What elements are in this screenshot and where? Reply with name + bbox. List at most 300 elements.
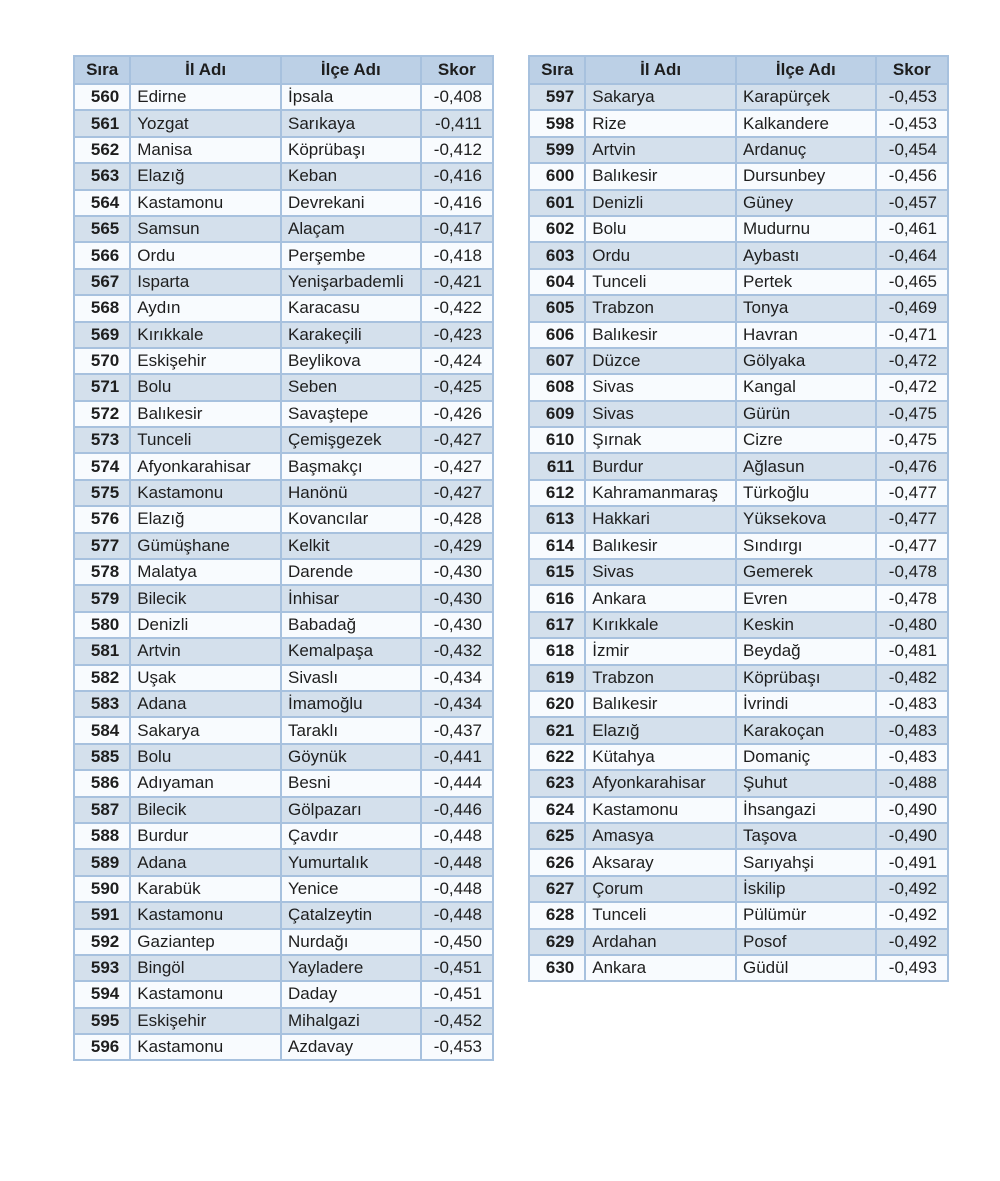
cell-il: Çorum xyxy=(585,876,736,902)
cell-sira: 567 xyxy=(74,269,130,295)
table-row xyxy=(529,216,948,242)
cell-ilce: Dursunbey xyxy=(736,163,876,189)
table-row xyxy=(74,190,493,216)
cell-il: Ordu xyxy=(585,242,736,268)
cell-sira: 615 xyxy=(529,559,585,585)
table-body xyxy=(74,84,493,1060)
table-row xyxy=(74,533,493,559)
cell-il: Sivas xyxy=(585,374,736,400)
cell-il: Sakarya xyxy=(130,717,281,743)
cell-sira: 570 xyxy=(74,348,130,374)
cell-skor: -0,453 xyxy=(876,84,948,110)
cell-skor: -0,482 xyxy=(876,665,948,691)
cell-ilce: Yumurtalık xyxy=(281,849,421,875)
cell-sira: 569 xyxy=(74,322,130,348)
cell-sira: 629 xyxy=(529,929,585,955)
cell-skor: -0,475 xyxy=(876,401,948,427)
cell-il: Aksaray xyxy=(585,849,736,875)
cell-ilce: Domaniç xyxy=(736,744,876,770)
cell-skor: -0,453 xyxy=(421,1034,493,1060)
cell-ilce: Gölpazarı xyxy=(281,797,421,823)
cell-ilce: Beylikova xyxy=(281,348,421,374)
cell-skor: -0,491 xyxy=(876,849,948,875)
cell-ilce: Posof xyxy=(736,929,876,955)
table-row xyxy=(529,638,948,664)
cell-ilce: Alaçam xyxy=(281,216,421,242)
table-row xyxy=(74,216,493,242)
cell-ilce: Mihalgazi xyxy=(281,1008,421,1034)
cell-ilce: Kalkandere xyxy=(736,110,876,136)
table-row xyxy=(74,427,493,453)
cell-skor: -0,421 xyxy=(421,269,493,295)
cell-il: Balıkesir xyxy=(585,322,736,348)
table-row xyxy=(529,902,948,928)
table-row xyxy=(529,295,948,321)
table-row xyxy=(529,533,948,559)
cell-skor: -0,488 xyxy=(876,770,948,796)
cell-ilce: İmamoğlu xyxy=(281,691,421,717)
cell-skor: -0,493 xyxy=(876,955,948,981)
cell-sira: 587 xyxy=(74,797,130,823)
cell-skor: -0,478 xyxy=(876,585,948,611)
table-row xyxy=(74,137,493,163)
table-row xyxy=(74,717,493,743)
table-row xyxy=(529,929,948,955)
cell-sira: 617 xyxy=(529,612,585,638)
cell-skor: -0,432 xyxy=(421,638,493,664)
cell-il: Kastamonu xyxy=(130,480,281,506)
cell-sira: 602 xyxy=(529,216,585,242)
cell-il: Balıkesir xyxy=(585,533,736,559)
table-row xyxy=(74,559,493,585)
cell-sira: 620 xyxy=(529,691,585,717)
table-row xyxy=(529,242,948,268)
cell-il: Gümüşhane xyxy=(130,533,281,559)
cell-skor: -0,430 xyxy=(421,585,493,611)
table-row xyxy=(529,480,948,506)
cell-skor: -0,425 xyxy=(421,374,493,400)
cell-ilce: Aybastı xyxy=(736,242,876,268)
cell-il: Amasya xyxy=(585,823,736,849)
table-row xyxy=(74,242,493,268)
cell-ilce: Kemalpaşa xyxy=(281,638,421,664)
cell-skor: -0,446 xyxy=(421,797,493,823)
table-row xyxy=(74,269,493,295)
cell-ilce: Ağlasun xyxy=(736,453,876,479)
cell-il: Bilecik xyxy=(130,797,281,823)
cell-ilce: Sarıyahşi xyxy=(736,849,876,875)
cell-sira: 594 xyxy=(74,981,130,1007)
cell-skor: -0,430 xyxy=(421,559,493,585)
table-row xyxy=(529,559,948,585)
table-row xyxy=(529,269,948,295)
ranking-table-left xyxy=(73,55,494,1061)
cell-ilce: Babadağ xyxy=(281,612,421,638)
cell-sira: 604 xyxy=(529,269,585,295)
table-row xyxy=(74,110,493,136)
cell-il: Hakkari xyxy=(585,506,736,532)
cell-skor: -0,472 xyxy=(876,348,948,374)
table-row xyxy=(529,110,948,136)
cell-skor: -0,423 xyxy=(421,322,493,348)
cell-il: Eskişehir xyxy=(130,1008,281,1034)
cell-skor: -0,472 xyxy=(876,374,948,400)
cell-sira: 571 xyxy=(74,374,130,400)
table-row xyxy=(529,955,948,981)
table-row xyxy=(529,453,948,479)
cell-il: Tunceli xyxy=(585,269,736,295)
cell-il: Kastamonu xyxy=(585,797,736,823)
table-row xyxy=(529,374,948,400)
cell-sira: 619 xyxy=(529,665,585,691)
table-row xyxy=(74,929,493,955)
cell-skor: -0,452 xyxy=(421,1008,493,1034)
cell-skor: -0,427 xyxy=(421,427,493,453)
cell-skor: -0,477 xyxy=(876,533,948,559)
cell-il: Trabzon xyxy=(585,295,736,321)
cell-sira: 595 xyxy=(74,1008,130,1034)
cell-il: Elazığ xyxy=(585,717,736,743)
cell-il: Gaziantep xyxy=(130,929,281,955)
table-row xyxy=(529,163,948,189)
cell-il: Şırnak xyxy=(585,427,736,453)
cell-sira: 591 xyxy=(74,902,130,928)
cell-il: Balıkesir xyxy=(585,163,736,189)
cell-il: Rize xyxy=(585,110,736,136)
cell-sira: 623 xyxy=(529,770,585,796)
cell-il: Tunceli xyxy=(130,427,281,453)
table-header xyxy=(74,56,493,84)
cell-skor: -0,492 xyxy=(876,929,948,955)
cell-sira: 593 xyxy=(74,955,130,981)
cell-il: Kastamonu xyxy=(130,981,281,1007)
cell-skor: -0,451 xyxy=(421,981,493,1007)
cell-sira: 589 xyxy=(74,849,130,875)
cell-sira: 609 xyxy=(529,401,585,427)
cell-sira: 598 xyxy=(529,110,585,136)
cell-ilce: Sındırgı xyxy=(736,533,876,559)
cell-skor: -0,424 xyxy=(421,348,493,374)
cell-sira: 566 xyxy=(74,242,130,268)
table-row xyxy=(74,295,493,321)
cell-il: Edirne xyxy=(130,84,281,110)
column-header-skor: Skor xyxy=(876,56,948,84)
table-row xyxy=(529,770,948,796)
table-row xyxy=(74,84,493,110)
cell-skor: -0,416 xyxy=(421,163,493,189)
table-row xyxy=(74,322,493,348)
cell-sira: 618 xyxy=(529,638,585,664)
cell-skor: -0,448 xyxy=(421,849,493,875)
cell-sira: 586 xyxy=(74,770,130,796)
cell-il: Tunceli xyxy=(585,902,736,928)
cell-il: Burdur xyxy=(585,453,736,479)
cell-il: Düzce xyxy=(585,348,736,374)
cell-ilce: Savaştepe xyxy=(281,401,421,427)
cell-sira: 572 xyxy=(74,401,130,427)
cell-skor: -0,450 xyxy=(421,929,493,955)
cell-il: Yozgat xyxy=(130,110,281,136)
cell-il: Sivas xyxy=(585,401,736,427)
cell-ilce: İskilip xyxy=(736,876,876,902)
column-header-ilce: İlçe Adı xyxy=(281,56,421,84)
cell-skor: -0,411 xyxy=(421,110,493,136)
cell-ilce: Yüksekova xyxy=(736,506,876,532)
cell-sira: 565 xyxy=(74,216,130,242)
cell-skor: -0,429 xyxy=(421,533,493,559)
cell-il: Afyonkarahisar xyxy=(585,770,736,796)
cell-ilce: Havran xyxy=(736,322,876,348)
cell-il: Kastamonu xyxy=(130,902,281,928)
cell-sira: 607 xyxy=(529,348,585,374)
cell-ilce: Karapürçek xyxy=(736,84,876,110)
table-row xyxy=(529,665,948,691)
cell-ilce: Ardanuç xyxy=(736,137,876,163)
table-row xyxy=(529,876,948,902)
cell-il: Bingöl xyxy=(130,955,281,981)
cell-ilce: Gemerek xyxy=(736,559,876,585)
cell-sira: 580 xyxy=(74,612,130,638)
cell-skor: -0,469 xyxy=(876,295,948,321)
cell-ilce: Hanönü xyxy=(281,480,421,506)
cell-sira: 626 xyxy=(529,849,585,875)
cell-il: Elazığ xyxy=(130,506,281,532)
cell-ilce: Seben xyxy=(281,374,421,400)
cell-ilce: Perşembe xyxy=(281,242,421,268)
table-row xyxy=(74,691,493,717)
table-header xyxy=(529,56,948,84)
table-row xyxy=(529,401,948,427)
cell-ilce: Karakeçili xyxy=(281,322,421,348)
cell-il: Karabük xyxy=(130,876,281,902)
cell-skor: -0,427 xyxy=(421,480,493,506)
cell-ilce: Nurdağı xyxy=(281,929,421,955)
cell-sira: 612 xyxy=(529,480,585,506)
cell-il: Malatya xyxy=(130,559,281,585)
cell-sira: 630 xyxy=(529,955,585,981)
cell-il: İzmir xyxy=(585,638,736,664)
table-row xyxy=(529,427,948,453)
table-row xyxy=(74,453,493,479)
cell-il: Adana xyxy=(130,849,281,875)
cell-skor: -0,412 xyxy=(421,137,493,163)
cell-il: Kütahya xyxy=(585,744,736,770)
cell-ilce: Köprübaşı xyxy=(736,665,876,691)
cell-ilce: Yenice xyxy=(281,876,421,902)
column-header-ilce: İlçe Adı xyxy=(736,56,876,84)
cell-il: Ordu xyxy=(130,242,281,268)
cell-skor: -0,448 xyxy=(421,823,493,849)
cell-skor: -0,456 xyxy=(876,163,948,189)
cell-sira: 563 xyxy=(74,163,130,189)
cell-ilce: Daday xyxy=(281,981,421,1007)
cell-skor: -0,478 xyxy=(876,559,948,585)
cell-sira: 622 xyxy=(529,744,585,770)
cell-sira: 576 xyxy=(74,506,130,532)
cell-skor: -0,481 xyxy=(876,638,948,664)
cell-skor: -0,418 xyxy=(421,242,493,268)
cell-il: Denizli xyxy=(130,612,281,638)
cell-sira: 624 xyxy=(529,797,585,823)
cell-sira: 583 xyxy=(74,691,130,717)
cell-ilce: İpsala xyxy=(281,84,421,110)
cell-ilce: İhsangazi xyxy=(736,797,876,823)
table-row xyxy=(74,401,493,427)
table-row xyxy=(74,981,493,1007)
cell-il: Afyonkarahisar xyxy=(130,453,281,479)
table-row xyxy=(74,770,493,796)
table-row xyxy=(529,84,948,110)
cell-il: Kırıkkale xyxy=(130,322,281,348)
table-row xyxy=(529,506,948,532)
cell-sira: 581 xyxy=(74,638,130,664)
cell-sira: 577 xyxy=(74,533,130,559)
cell-sira: 621 xyxy=(529,717,585,743)
table-row xyxy=(529,190,948,216)
cell-skor: -0,461 xyxy=(876,216,948,242)
cell-il: Artvin xyxy=(130,638,281,664)
table-row xyxy=(74,612,493,638)
cell-sira: 608 xyxy=(529,374,585,400)
cell-sira: 564 xyxy=(74,190,130,216)
cell-ilce: Yayladere xyxy=(281,955,421,981)
ranking-table-right xyxy=(528,55,949,982)
cell-il: Samsun xyxy=(130,216,281,242)
table-row xyxy=(74,480,493,506)
cell-skor: -0,477 xyxy=(876,480,948,506)
cell-skor: -0,492 xyxy=(876,902,948,928)
cell-ilce: Mudurnu xyxy=(736,216,876,242)
cell-skor: -0,457 xyxy=(876,190,948,216)
table-row xyxy=(74,163,493,189)
cell-il: Adana xyxy=(130,691,281,717)
table-row xyxy=(74,1034,493,1060)
table-row xyxy=(74,744,493,770)
cell-ilce: Besni xyxy=(281,770,421,796)
cell-skor: -0,448 xyxy=(421,876,493,902)
cell-skor: -0,441 xyxy=(421,744,493,770)
table-row xyxy=(74,849,493,875)
cell-sira: 614 xyxy=(529,533,585,559)
table-row xyxy=(74,797,493,823)
table-row xyxy=(74,665,493,691)
cell-ilce: Çemişgezek xyxy=(281,427,421,453)
column-header-skor: Skor xyxy=(421,56,493,84)
column-header-il: İl Adı xyxy=(130,56,281,84)
cell-skor: -0,490 xyxy=(876,797,948,823)
cell-ilce: Başmakçı xyxy=(281,453,421,479)
cell-ilce: Köprübaşı xyxy=(281,137,421,163)
table-row xyxy=(529,717,948,743)
cell-sira: 601 xyxy=(529,190,585,216)
column-header-sira: Sıra xyxy=(529,56,585,84)
cell-il: Ankara xyxy=(585,585,736,611)
column-header-sira: Sıra xyxy=(74,56,130,84)
cell-il: Uşak xyxy=(130,665,281,691)
cell-il: Kahramanmaraş xyxy=(585,480,736,506)
cell-skor: -0,426 xyxy=(421,401,493,427)
cell-skor: -0,480 xyxy=(876,612,948,638)
table-row xyxy=(529,348,948,374)
cell-skor: -0,465 xyxy=(876,269,948,295)
cell-il: Bilecik xyxy=(130,585,281,611)
cell-il: Sivas xyxy=(585,559,736,585)
cell-il: Bolu xyxy=(130,744,281,770)
cell-ilce: Kangal xyxy=(736,374,876,400)
cell-ilce: Cizre xyxy=(736,427,876,453)
cell-il: Balıkesir xyxy=(585,691,736,717)
cell-il: Sakarya xyxy=(585,84,736,110)
cell-sira: 584 xyxy=(74,717,130,743)
cell-sira: 625 xyxy=(529,823,585,849)
cell-il: Burdur xyxy=(130,823,281,849)
cell-skor: -0,483 xyxy=(876,744,948,770)
cell-skor: -0,408 xyxy=(421,84,493,110)
cell-skor: -0,475 xyxy=(876,427,948,453)
cell-sira: 627 xyxy=(529,876,585,902)
table-row xyxy=(74,876,493,902)
cell-sira: 562 xyxy=(74,137,130,163)
cell-sira: 592 xyxy=(74,929,130,955)
cell-sira: 585 xyxy=(74,744,130,770)
cell-skor: -0,448 xyxy=(421,902,493,928)
cell-ilce: Sarıkaya xyxy=(281,110,421,136)
cell-sira: 603 xyxy=(529,242,585,268)
cell-sira: 596 xyxy=(74,1034,130,1060)
cell-skor: -0,417 xyxy=(421,216,493,242)
cell-ilce: Azdavay xyxy=(281,1034,421,1060)
cell-sira: 573 xyxy=(74,427,130,453)
cell-ilce: Gürün xyxy=(736,401,876,427)
cell-il: Ardahan xyxy=(585,929,736,955)
cell-ilce: Türkoğlu xyxy=(736,480,876,506)
table-row xyxy=(529,691,948,717)
cell-sira: 590 xyxy=(74,876,130,902)
cell-ilce: Darende xyxy=(281,559,421,585)
cell-ilce: Güdül xyxy=(736,955,876,981)
cell-sira: 610 xyxy=(529,427,585,453)
cell-sira: 588 xyxy=(74,823,130,849)
cell-sira: 599 xyxy=(529,137,585,163)
cell-ilce: Gölyaka xyxy=(736,348,876,374)
cell-sira: 575 xyxy=(74,480,130,506)
cell-ilce: Pertek xyxy=(736,269,876,295)
cell-ilce: Tonya xyxy=(736,295,876,321)
cell-skor: -0,437 xyxy=(421,717,493,743)
cell-skor: -0,451 xyxy=(421,955,493,981)
table-row xyxy=(74,823,493,849)
cell-skor: -0,434 xyxy=(421,691,493,717)
cell-ilce: Yenişarbademli xyxy=(281,269,421,295)
cell-sira: 561 xyxy=(74,110,130,136)
cell-ilce: Karakoçan xyxy=(736,717,876,743)
cell-skor: -0,453 xyxy=(876,110,948,136)
cell-skor: -0,444 xyxy=(421,770,493,796)
cell-skor: -0,464 xyxy=(876,242,948,268)
cell-skor: -0,434 xyxy=(421,665,493,691)
cell-ilce: Pülümür xyxy=(736,902,876,928)
cell-sira: 605 xyxy=(529,295,585,321)
table-row xyxy=(529,612,948,638)
cell-skor: -0,476 xyxy=(876,453,948,479)
cell-il: Trabzon xyxy=(585,665,736,691)
table-row xyxy=(74,1008,493,1034)
cell-skor: -0,430 xyxy=(421,612,493,638)
cell-ilce: Sivaslı xyxy=(281,665,421,691)
cell-skor: -0,483 xyxy=(876,717,948,743)
cell-sira: 568 xyxy=(74,295,130,321)
cell-ilce: Çavdır xyxy=(281,823,421,849)
